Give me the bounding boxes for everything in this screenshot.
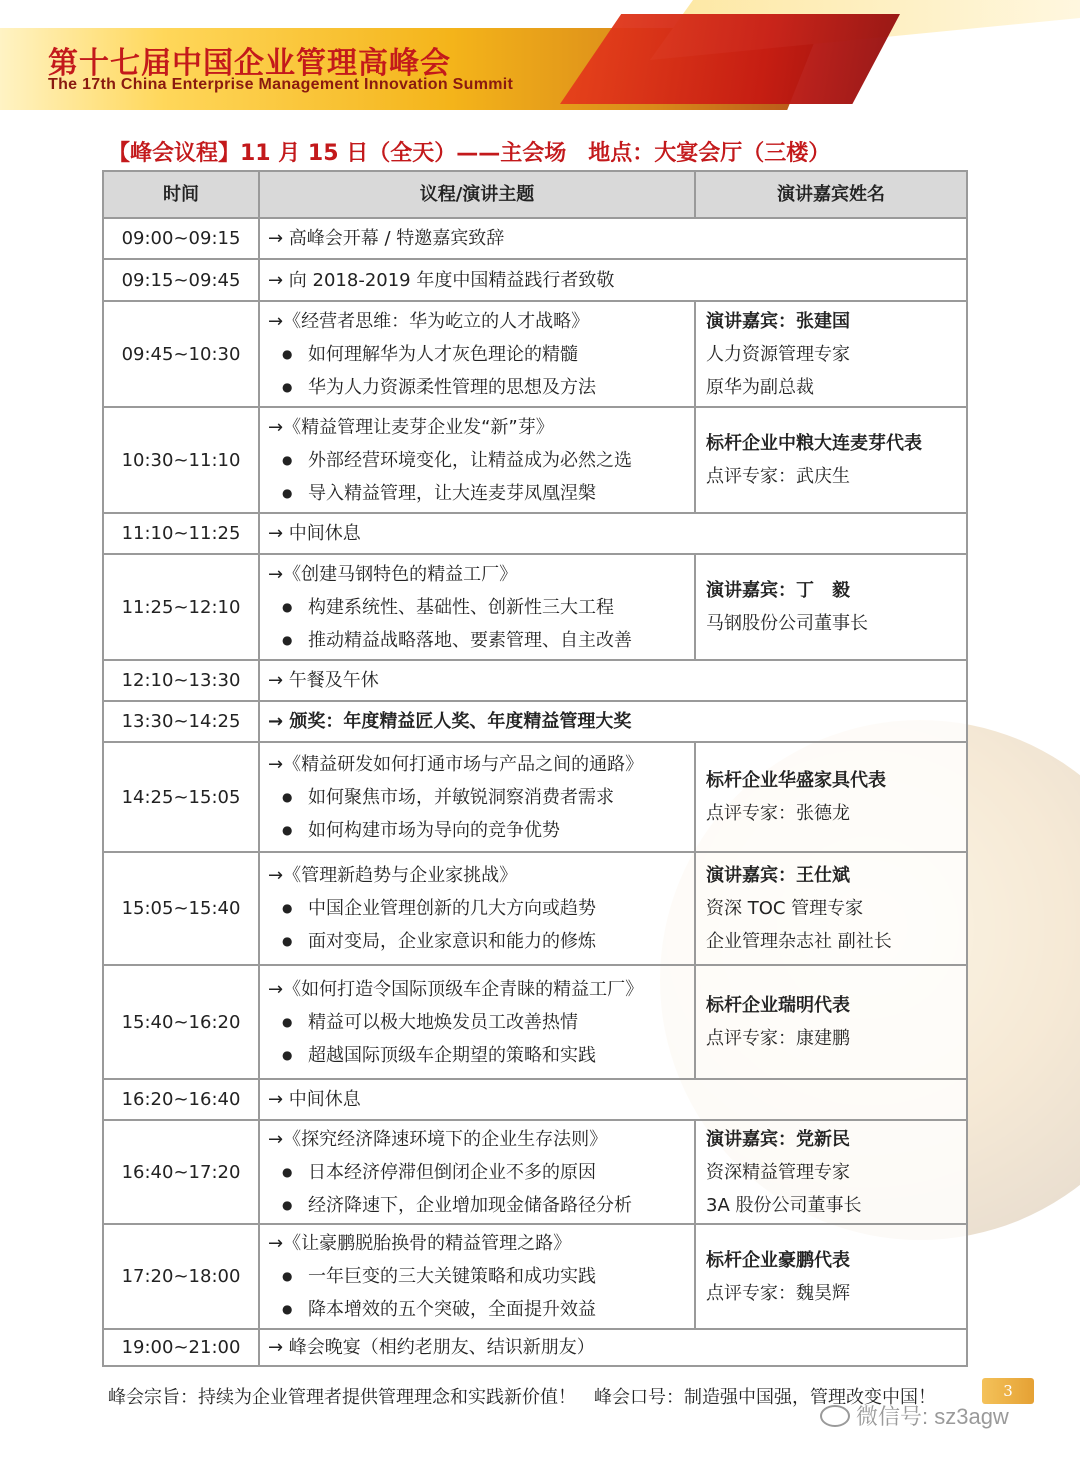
bullet-point: ● 推动精益战略落地、要素管理、自主改善 — [268, 624, 632, 657]
table-row — [104, 217, 966, 258]
page-number: 3 — [982, 1378, 1034, 1404]
bullet-point: ● 一年巨变的三大关键策略和成功实践 — [268, 1260, 596, 1293]
session-title: →《让豪鹏脱胎换骨的精益管理之路》 — [268, 1233, 572, 1254]
time-cell: 10:30~11:10 — [104, 408, 260, 512]
speaker-detail: 点评专家：武庆生 — [706, 466, 850, 487]
topic-cell — [260, 853, 696, 964]
time-cell: 15:05~15:40 — [104, 853, 260, 964]
bullet-point: ● 日本经济停滞但倒闭企业不多的原因 — [268, 1156, 596, 1189]
footer-slogan: 峰会宗旨：持续为企业管理者提供管理理念和实践新价值！ 峰会口号：制造强中国强，管理改变中国！ — [108, 1387, 936, 1408]
speaker-detail: 点评专家：魏昊辉 — [706, 1282, 850, 1304]
summit-subtitle: The 17th China Enterprise Management Innovation Summit — [48, 76, 514, 93]
speaker-cell — [696, 743, 966, 851]
table-row — [104, 258, 966, 300]
table-header-row — [104, 172, 966, 217]
bullet-point: ● 超越国际顶级车企期望的策略和实践 — [268, 1039, 596, 1072]
header-banner — [0, 0, 1080, 118]
bullet-point: ● 中国企业管理创新的几大方向或趋势 — [268, 892, 596, 925]
topic-cell — [260, 555, 696, 659]
bullet-point: ● 外部经营环境变化，让精益成为必然之选 — [268, 444, 632, 477]
speaker-title: 标杆企业瑞明代表 — [706, 995, 850, 1016]
speaker-cell — [696, 966, 966, 1078]
speaker-detail: 人力资源管理专家 — [706, 343, 850, 365]
wechat-id: 微信号: sz3agw — [856, 1404, 1009, 1429]
bullet-point: ● 降本增效的五个突破，全面提升效益 — [268, 1293, 596, 1326]
topic-cell: → 峰会晚宴（相约老朋友、结识新朋友） — [268, 1337, 595, 1358]
speaker-cell — [696, 1225, 966, 1328]
session-title: →《探究经济降速环境下的企业生存法则》 — [268, 1128, 608, 1150]
time-cell: 09:00~09:15 — [104, 219, 260, 258]
speaker-title: 演讲嘉宾：王仕斌 — [706, 865, 850, 886]
topic-cell — [260, 302, 696, 406]
speaker-detail: 企业管理杂志社 副社长 — [706, 931, 892, 952]
time-cell: 09:45~10:30 — [104, 302, 260, 406]
table-row — [104, 851, 966, 964]
bullet-point: ● 华为人力资源柔性管理的思想及方法 — [268, 371, 596, 404]
topic-cell: → 高峰会开幕 / 特邀嘉宾致辞 — [268, 228, 505, 249]
speaker-detail: 原华为副总裁 — [706, 376, 814, 398]
time-cell: 14:25~15:05 — [104, 743, 260, 851]
table-row — [104, 300, 966, 406]
table-row — [104, 406, 966, 512]
speaker-cell — [696, 853, 966, 964]
speaker-title: 标杆企业中粮大连麦芽代表 — [706, 433, 922, 454]
column-header-time: 时间 — [104, 172, 260, 217]
speaker-cell — [696, 302, 966, 406]
column-header-speaker: 演讲嘉宾姓名 — [777, 184, 885, 205]
topic-cell: → 向 2018-2019 年度中国精益践行者致敬 — [268, 269, 615, 291]
speaker-cell — [696, 1121, 966, 1223]
session-title: →《管理新趋势与企业家挑战》 — [268, 865, 518, 886]
topic-cell: → 颁奖：年度精益匠人奖、年度精益管理大奖 — [268, 711, 632, 732]
time-cell: 16:40~17:20 — [104, 1121, 260, 1223]
speaker-cell — [696, 555, 966, 659]
topic-cell: → 中间休息 — [268, 523, 361, 544]
session-title: →《精益研发如何打通市场与产品之间的通路》 — [268, 753, 644, 775]
topic-cell — [260, 1121, 696, 1223]
bullet-point: ● 如何理解华为人才灰色理论的精髓 — [268, 338, 578, 371]
time-cell: 11:10~11:25 — [104, 514, 260, 553]
speaker-detail: 资深 TOC 管理专家 — [706, 898, 864, 919]
time-cell: 12:10~13:30 — [104, 661, 260, 700]
speaker-detail: 3A 股份公司董事长 — [706, 1194, 862, 1216]
bullet-point: ● 精益可以极大地焕发员工改善热情 — [268, 1006, 578, 1039]
bullet-point: ● 构建系统性、基础性、创新性三大工程 — [268, 591, 614, 624]
speaker-title: 演讲嘉宾：丁 毅 — [706, 580, 850, 601]
time-cell: 13:30~14:25 — [104, 702, 260, 741]
table-row — [104, 1119, 966, 1223]
bullet-point: ● 如何构建市场为导向的竞争优势 — [268, 814, 560, 847]
speaker-title: 标杆企业华盛家具代表 — [706, 770, 886, 791]
time-cell: 09:15~09:45 — [104, 260, 260, 300]
session-title: →《精益管理让麦芽企业发“新”芽》 — [268, 416, 554, 438]
speaker-detail: 点评专家：张德龙 — [706, 803, 850, 824]
topic-cell: → 中间休息 — [268, 1089, 361, 1110]
agenda-table — [102, 170, 968, 1367]
bullet-point: ● 如何聚焦市场，并敏锐洞察消费者需求 — [268, 781, 614, 814]
speaker-title: 演讲嘉宾：张建国 — [706, 310, 850, 332]
speaker-detail: 资深精益管理专家 — [706, 1161, 850, 1183]
table-row — [104, 1078, 966, 1119]
table-row — [104, 512, 966, 553]
table-row — [104, 553, 966, 659]
topic-cell — [260, 743, 696, 851]
table-row — [104, 700, 966, 741]
bullet-point: ● 经济降速下，企业增加现金储备路径分析 — [268, 1189, 632, 1222]
speaker-title: 标杆企业豪鹏代表 — [706, 1249, 850, 1271]
session-title: →《如何打造令国际顶级车企青睐的精益工厂》 — [268, 978, 644, 1000]
bullet-point: ● 面对变局，企业家意识和能力的修炼 — [268, 925, 596, 958]
table-row — [104, 741, 966, 851]
column-header-topic: 议程/演讲主题 — [260, 172, 696, 217]
speaker-cell — [696, 408, 966, 512]
summit-title: 第十七届中国企业管理高峰会 — [48, 46, 451, 81]
wechat-icon — [820, 1405, 850, 1427]
time-cell: 16:20~16:40 — [104, 1080, 260, 1119]
time-cell: 11:25~12:10 — [104, 555, 260, 659]
session-title: →《经营者思维：华为屹立的人才战略》 — [268, 310, 590, 332]
agenda-heading: 【峰会议程】11 月 15 日（全天）——主会场 地点：大宴会厅（三楼） — [108, 141, 831, 166]
topic-cell: → 午餐及午休 — [268, 670, 379, 691]
topic-cell — [260, 966, 696, 1078]
time-cell: 17:20~18:00 — [104, 1225, 260, 1328]
time-cell: 19:00~21:00 — [104, 1330, 260, 1365]
bullet-point: ● 导入精益管理，让大连麦芽凤凰涅槃 — [268, 477, 596, 510]
banner-red-stripe — [560, 14, 900, 104]
topic-cell — [260, 408, 696, 512]
time-cell: 15:40~16:20 — [104, 966, 260, 1078]
speaker-detail: 点评专家：康建鹏 — [706, 1028, 850, 1049]
table-row — [104, 1223, 966, 1328]
topic-cell — [260, 1225, 696, 1328]
table-row — [104, 1328, 966, 1365]
session-title: →《创建马钢特色的精益工厂》 — [268, 563, 518, 585]
speaker-title: 演讲嘉宾：党新民 — [706, 1128, 850, 1150]
table-row — [104, 659, 966, 700]
table-row — [104, 964, 966, 1078]
wechat-watermark — [820, 1400, 1009, 1431]
speaker-detail: 马钢股份公司董事长 — [706, 613, 868, 634]
